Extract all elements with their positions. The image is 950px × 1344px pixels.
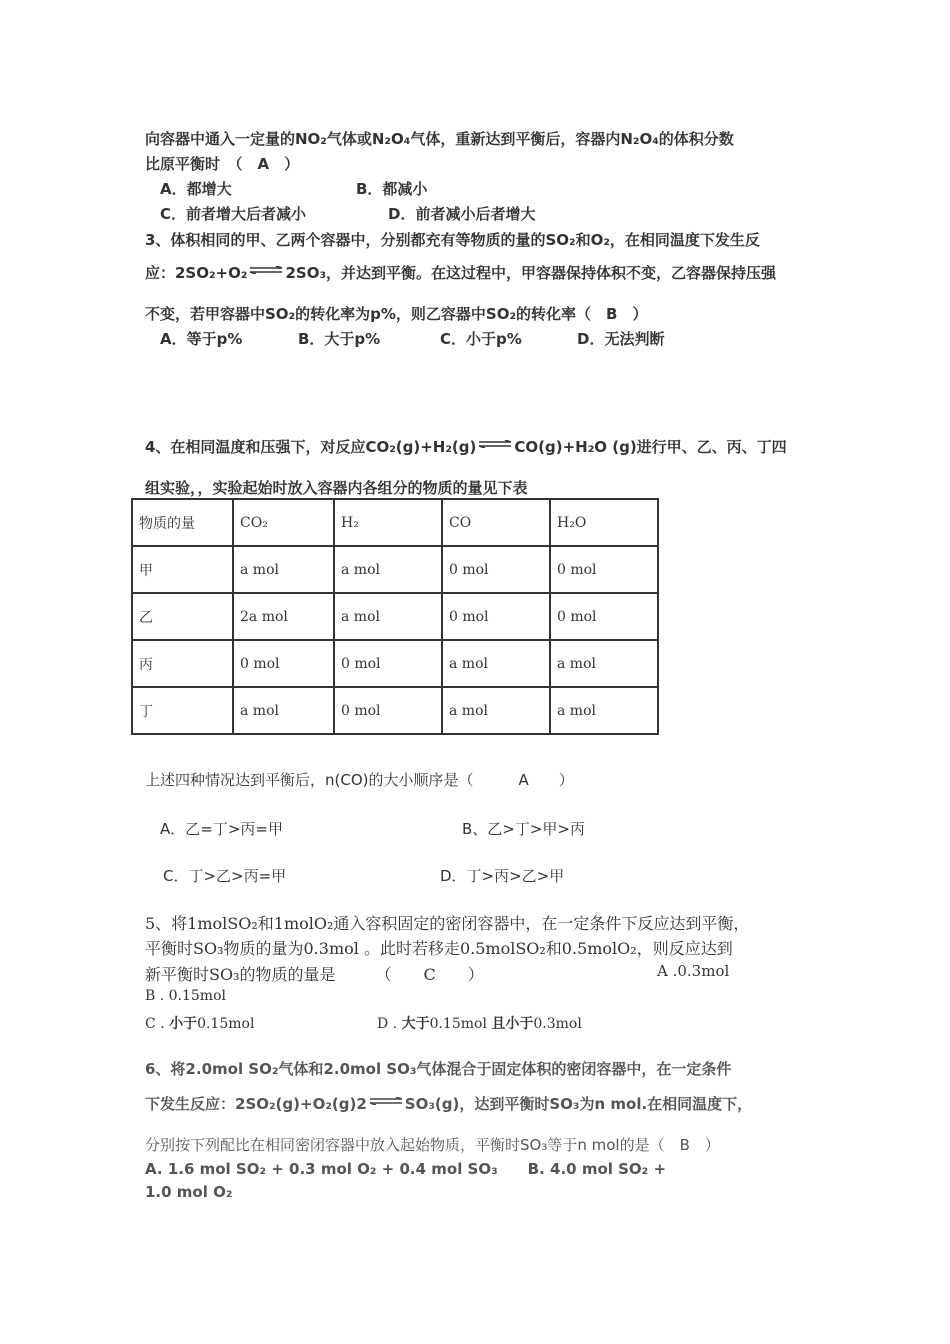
table-cell: 乙 bbox=[132, 593, 233, 640]
q3-option-a: A．等于p% bbox=[160, 330, 243, 348]
table-cell: a mol bbox=[442, 640, 550, 687]
q3-line2-start: 应：2SO₂+O₂ bbox=[145, 264, 248, 282]
q6-line1: 6、将2.0mol SO₂气体和2.0mol SO₃气体混合于固定体积的密闭容器中，在一定条件 bbox=[145, 1060, 732, 1078]
q4-line1-start: 4、在相同温度和压强下，对反应CO₂(g)+H₂(g) bbox=[145, 438, 477, 456]
q5-option-c bbox=[145, 1013, 254, 1033]
q5-option-d bbox=[377, 1013, 582, 1033]
table-header-cell: H₂O bbox=[550, 499, 658, 546]
table-cell: 0 mol bbox=[334, 640, 442, 687]
q5-line1: 5、将1molSO₂和1molO₂通入容积固定的密闭容器中，在一定条件下反应达到平衡， bbox=[145, 914, 750, 933]
q6-line2-start: 下发生反应：2SO₂(g)+O₂(g)2 bbox=[145, 1095, 367, 1113]
table-cell: 0 mol bbox=[334, 687, 442, 734]
table-cell: a mol bbox=[233, 687, 334, 734]
q3-line3: 不变，若甲容器中SO₂的转化率为p%，则乙容器中SO₂的转化率（ B ） bbox=[145, 305, 648, 323]
q6-line2-end: SO₃(g)，达到平衡时SO₃为n mol.在相同温度下， bbox=[404, 1095, 753, 1113]
q2-option-d: D．前者减小后者增大 bbox=[388, 205, 536, 223]
table-row bbox=[132, 546, 658, 593]
table-cell: a mol bbox=[550, 687, 658, 734]
table-cell: 0 mol bbox=[233, 640, 334, 687]
q3-option-b: B．大于p% bbox=[298, 330, 381, 348]
q5-option-d-mid: 0.15mol bbox=[429, 1016, 492, 1032]
table-row bbox=[132, 640, 658, 687]
q6-option-line1: A. 1.6 mol SO₂ + 0.3 mol O₂ + 0.4 mol SO₃ B. 4.0 mol SO₂ + bbox=[145, 1160, 667, 1178]
q5-option-c-label: C . bbox=[145, 1016, 170, 1032]
q2-option-c: C．前者增大后者减小 bbox=[160, 205, 307, 223]
q2-option-b: B．都减小 bbox=[356, 180, 428, 198]
table-cell: a mol bbox=[233, 546, 334, 593]
table-cell: 0 mol bbox=[442, 546, 550, 593]
table-cell: a mol bbox=[550, 640, 658, 687]
q3-line2 bbox=[145, 262, 776, 283]
q4-table bbox=[131, 498, 659, 735]
q5-option-d-label: D . bbox=[377, 1016, 402, 1032]
table-cell: 0 mol bbox=[550, 593, 658, 640]
table-cell: a mol bbox=[334, 546, 442, 593]
q3-line2-end: 2SO₃，并达到平衡。在这过程中，甲容器保持体积不变，乙容器保持压强 bbox=[285, 264, 777, 282]
q4-line1-end: CO(g)+H₂O (g)进行甲、乙、丙、丁四 bbox=[514, 438, 787, 456]
q5-option-c-bold: 小于 bbox=[169, 1016, 198, 1032]
table-header-cell: H₂ bbox=[334, 499, 442, 546]
table-row bbox=[132, 687, 658, 734]
q5-option-a: A .0.3mol bbox=[657, 962, 730, 980]
table-cell: 甲 bbox=[132, 546, 233, 593]
q2-line1: 向容器中通入一定量的NO₂气体或N₂O₄气体，重新达到平衡后，容器内N₂O₄的体积分数 bbox=[145, 130, 734, 148]
q2-line2: 比原平衡时 （ A ） bbox=[145, 155, 300, 173]
q3-option-d: D．无法判断 bbox=[577, 330, 665, 348]
equilibrium-arrow-icon bbox=[478, 440, 512, 448]
table-header-cell: CO bbox=[442, 499, 550, 546]
q4-line2: 组实验，，实验起始时放入容器内各组分的物质的量见下表 bbox=[145, 479, 528, 497]
table-cell: 2a mol bbox=[233, 593, 334, 640]
q6-option-line2: 1.0 mol O₂ bbox=[145, 1183, 233, 1201]
q3-line1: 3、体积相同的甲、乙两个容器中，分别都充有等物质的量的SO₂和O₂，在相同温度下发生反 bbox=[145, 231, 760, 249]
table-cell: a mol bbox=[334, 593, 442, 640]
q3-option-c: C．小于p% bbox=[440, 330, 522, 348]
q5-option-d-bold1: 大于 bbox=[401, 1016, 430, 1032]
table-cell: 0 mol bbox=[550, 546, 658, 593]
q5-option-c-value: 0.15mol bbox=[197, 1016, 255, 1032]
q4-option-c: C．丁>乙>丙=甲 bbox=[163, 867, 287, 885]
q5-option-d-bold2: 且小于 bbox=[491, 1016, 534, 1032]
q6-line3: 分别按下列配比在相同密闭容器中放入起始物质，平衡时SO₃等于n mol的是（ B ） bbox=[145, 1136, 720, 1154]
q2-option-a: A．都增大 bbox=[160, 180, 232, 198]
q5-line2: 平衡时SO₃物质的量为0.3mol 。此时若移走0.5molSO₂和0.5molO₂，则反应达到 bbox=[145, 939, 733, 958]
table-cell: 0 mol bbox=[442, 593, 550, 640]
q4-line1 bbox=[145, 436, 787, 457]
table-row bbox=[132, 593, 658, 640]
equilibrium-arrow-icon bbox=[249, 266, 283, 274]
table-cell: 丁 bbox=[132, 687, 233, 734]
table-header-row bbox=[132, 499, 658, 546]
table-cell: 丙 bbox=[132, 640, 233, 687]
table-header-cell: 物质的量 bbox=[132, 499, 233, 546]
q4-option-d: D．丁>丙>乙>甲 bbox=[440, 867, 565, 885]
q4-option-a: A．乙=丁>丙=甲 bbox=[160, 820, 283, 838]
q5-line3: 新平衡时SO₃的物质的量是 （ C ） bbox=[145, 965, 484, 984]
q4-option-b: B、乙>丁>甲>丙 bbox=[462, 820, 585, 838]
q5-option-b: B . 0.15mol bbox=[145, 988, 226, 1004]
table-header-cell: CO₂ bbox=[233, 499, 334, 546]
equilibrium-arrow-icon bbox=[369, 1097, 403, 1105]
table-cell: a mol bbox=[442, 687, 550, 734]
q4-question: 上述四种情况达到平衡后，n(CO)的大小顺序是（ A ） bbox=[145, 771, 574, 789]
q5-option-d-value: 0.3mol bbox=[533, 1016, 582, 1032]
q6-line2 bbox=[145, 1093, 752, 1114]
